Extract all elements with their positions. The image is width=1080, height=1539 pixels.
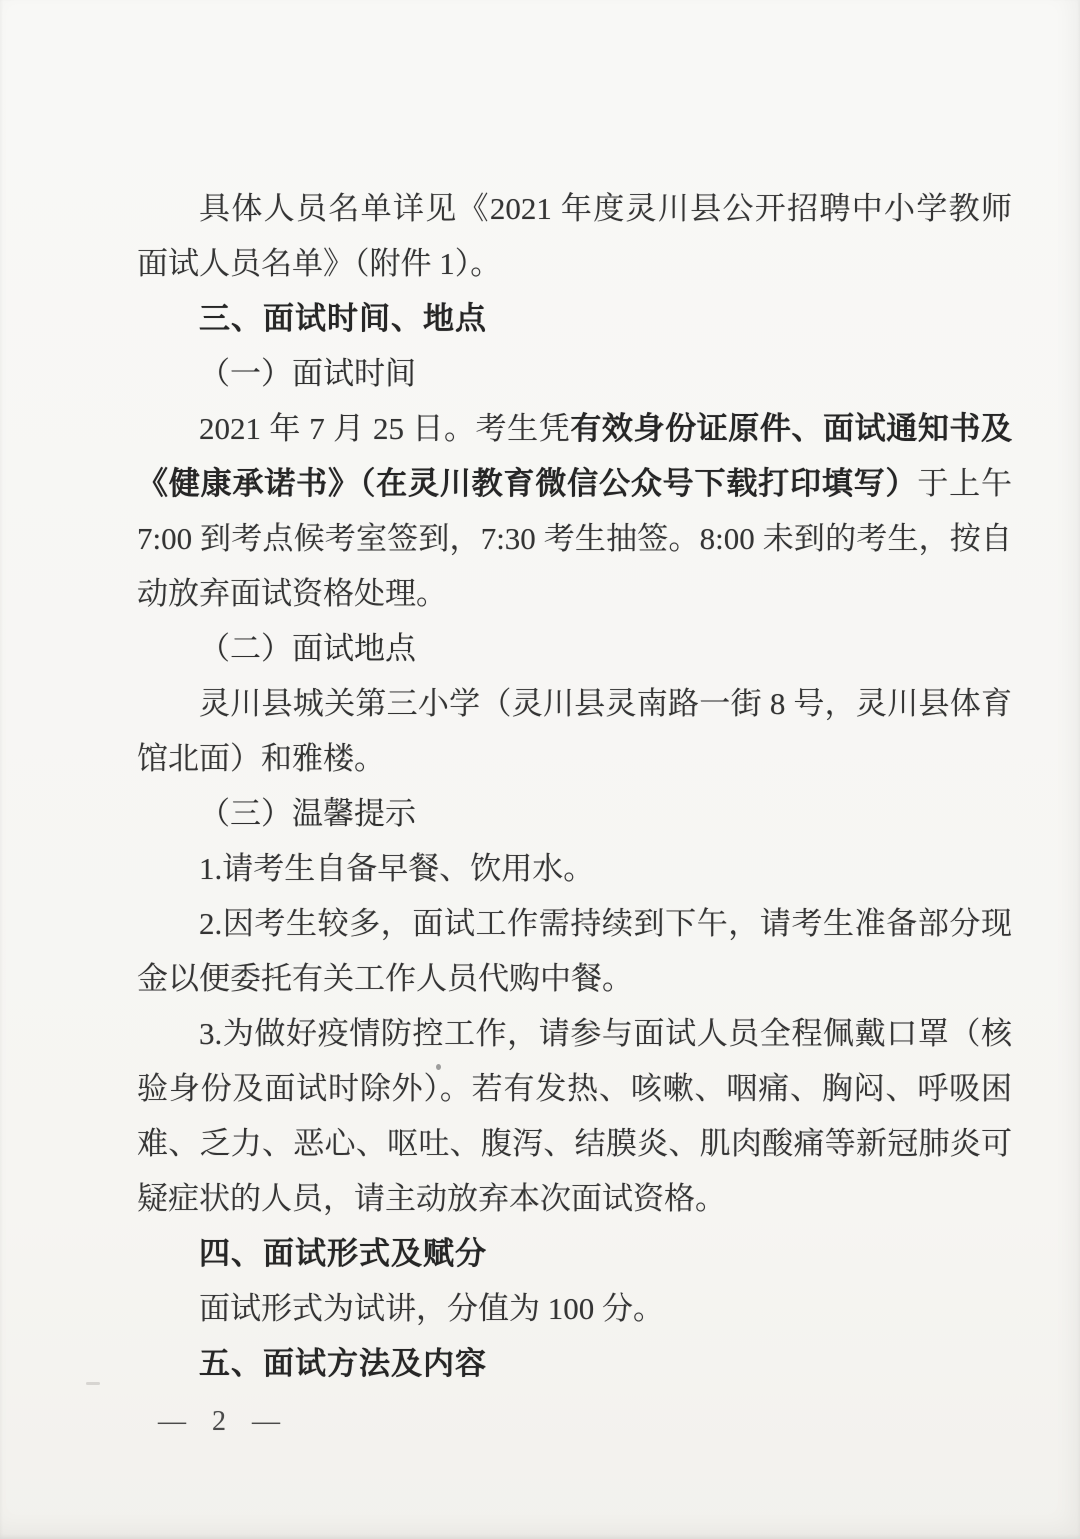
section-heading bbox=[137, 291, 1012, 346]
paragraph bbox=[137, 896, 1012, 1006]
text-run: （三）温馨提示 bbox=[199, 796, 416, 831]
text-run: 具体人员名单详见《2021 年度灵川县公开招聘中小学教师面试人员名单》（附件 1）。 bbox=[137, 191, 1012, 281]
footer-dash-left: — bbox=[158, 1406, 186, 1437]
scan-speckle-margin bbox=[86, 1382, 100, 1385]
footer-dash-right: — bbox=[252, 1406, 280, 1437]
emphasized-text: 四、面试形式及赋分 bbox=[199, 1236, 487, 1271]
section-heading bbox=[137, 1336, 1012, 1391]
text-run: （二）面试地点 bbox=[199, 631, 416, 666]
page-footer bbox=[158, 1406, 280, 1438]
text-run: 3.为做好疫情防控工作，请参与面试人员全程佩戴口罩（核验身份及面试时除外）。若有发热、咳嗽、咽痛、胸闷、呼吸困难、乏力、恶心、呕吐、腹泻、结膜炎、肌肉酸痛等新冠肺炎可疑症状的人员，请主动放弃本次面试资格。 bbox=[137, 1016, 1012, 1216]
sub-heading bbox=[137, 346, 1012, 401]
emphasized-text: 有效身份证原件、面试通知书及《健康承诺书》（在灵川教育微信公众号下载打印填写） bbox=[137, 411, 1013, 501]
paragraph bbox=[137, 401, 1020, 621]
paragraph bbox=[137, 181, 1012, 291]
text-run: 2021 年 7 月 25 日。考生凭 bbox=[199, 411, 571, 446]
page-number: 2 bbox=[212, 1406, 226, 1437]
text-run: 灵川县城关第三小学（灵川县灵南路一街 8 号，灵川县体育馆北面）和雅楼。 bbox=[137, 686, 1012, 776]
text-run: 1.请考生自备早餐、饮用水。 bbox=[199, 851, 595, 886]
sub-heading bbox=[137, 786, 1012, 841]
paragraph bbox=[137, 1281, 1012, 1336]
document-body bbox=[137, 181, 1020, 1391]
paragraph bbox=[137, 1006, 1012, 1226]
text-run: 于上午 7:00 到考点候考室签到，7:30 考生抽签。8:00 未到的考生，按自动放弃面试资格处理。 bbox=[137, 466, 1020, 611]
emphasized-text: 五、面试方法及内容 bbox=[199, 1346, 487, 1381]
section-heading bbox=[137, 1226, 1012, 1281]
scan-speckle bbox=[436, 1064, 441, 1070]
text-run: 面试形式为试讲，分值为 100 分。 bbox=[199, 1291, 664, 1326]
text-run: 2.因考生较多，面试工作需持续到下午，请考生准备部分现金以便委托有关工作人员代购中餐。 bbox=[137, 906, 1012, 996]
text-run: （一）面试时间 bbox=[199, 356, 416, 391]
paragraph bbox=[137, 841, 1012, 896]
emphasized-text: 三、面试时间、地点 bbox=[199, 301, 487, 336]
sub-heading bbox=[137, 621, 1012, 676]
paragraph bbox=[137, 676, 1012, 786]
